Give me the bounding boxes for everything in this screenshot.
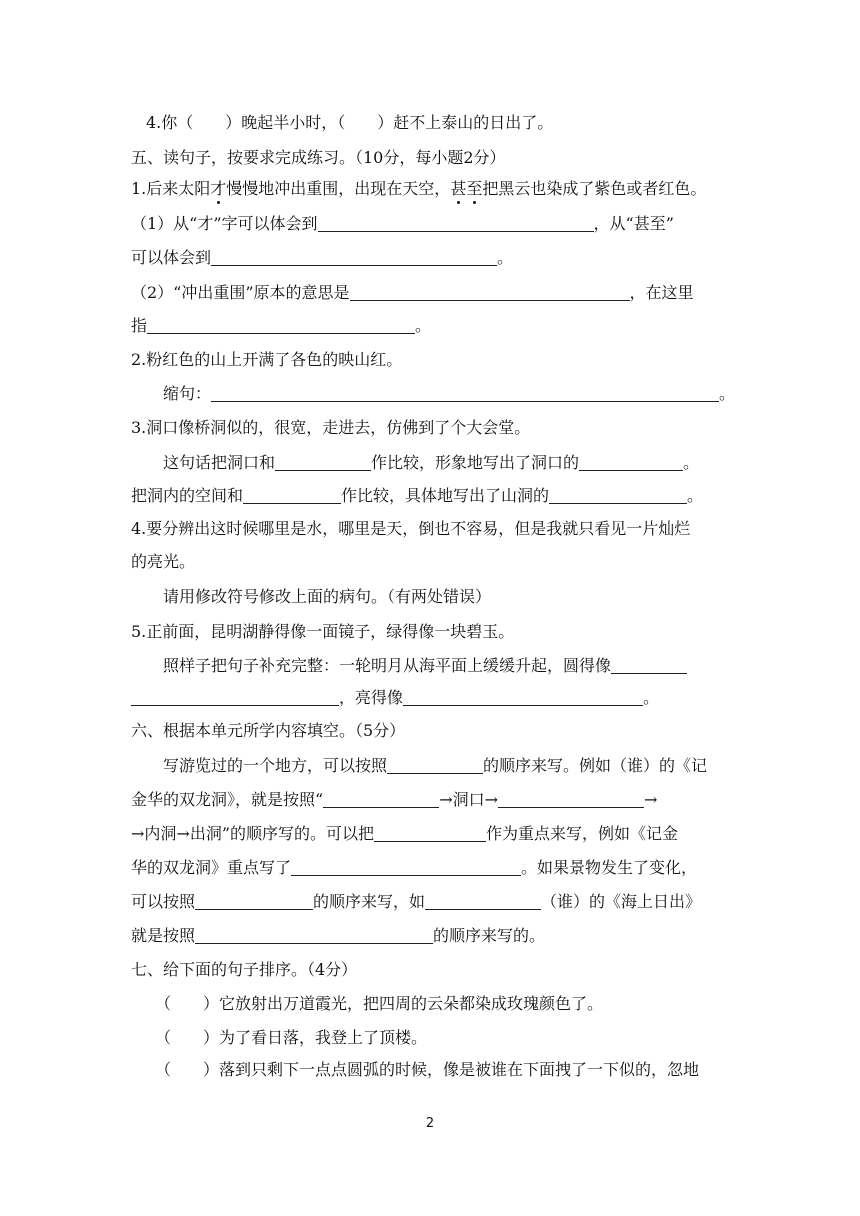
s7-title-text: 七、给下面的句子排序。（4分） bbox=[131, 960, 358, 979]
s5-q1-2-text-a: （2）“冲出重围”原本的意思是 bbox=[131, 283, 350, 302]
s7-item-3[interactable] bbox=[155, 1060, 755, 1080]
s6-text-h: 可以按照 bbox=[131, 892, 196, 911]
answer-blank[interactable] bbox=[611, 657, 687, 674]
s5-q4-sentence bbox=[131, 519, 731, 539]
s5-q3-line2 bbox=[131, 486, 731, 506]
answer-blank[interactable] bbox=[549, 487, 687, 504]
s5-q1-part-c: 把黑云也染成了紫色或者红色。 bbox=[482, 179, 707, 198]
s6-text-d: →内洞→出洞”的顺序写的。可以把 bbox=[131, 824, 374, 843]
s5-q5-line2 bbox=[131, 688, 731, 708]
s6-text-l: 的顺序来写的。 bbox=[433, 926, 546, 945]
section-7-title bbox=[131, 960, 731, 980]
s5-q1-part-b: 慢慢地冲出重围，出现在天空， bbox=[226, 179, 451, 198]
answer-blank[interactable] bbox=[318, 215, 594, 232]
s6-text-c: 金华的双龙洞》，就是按照“ bbox=[131, 790, 324, 809]
s6-text-i: 的顺序来写，如 bbox=[313, 892, 426, 911]
answer-blank[interactable] bbox=[387, 757, 483, 774]
question-4-line bbox=[146, 113, 746, 133]
s5-q5-text-c: 。 bbox=[643, 688, 660, 707]
s5-q2-end: 。 bbox=[719, 384, 736, 403]
s5-q2-label: 缩句： bbox=[163, 384, 212, 403]
s6-text-f: 华的双龙洞》重点写了 bbox=[131, 858, 292, 877]
s5-q5-text-a: 照样子把句子补充完整：一轮明月从海平面上缓缓升起，圆得像 bbox=[163, 656, 612, 675]
s5-q1-1-text-d: 。 bbox=[497, 248, 514, 267]
s6-text-b: 的顺序来写。例如（谁）的《记 bbox=[483, 756, 708, 775]
s6-text-j: （谁）的《海上日出》 bbox=[541, 892, 702, 911]
section-6-title bbox=[131, 721, 731, 741]
s5-q4-sentence-cont bbox=[131, 552, 731, 572]
s5-title-text: 五、读句子，按要求完成练习。（10分，每小题2分） bbox=[131, 148, 506, 167]
s5-q3-text-b: 作比较，形象地写出了洞口的 bbox=[371, 453, 580, 472]
answer-blank[interactable] bbox=[579, 454, 683, 471]
s6-text-k: 就是按照 bbox=[131, 926, 196, 945]
s5-q5-line1 bbox=[163, 656, 763, 676]
s6-arrow-2: → bbox=[644, 790, 658, 809]
s5-q2-answer-line bbox=[163, 384, 763, 404]
s5-q3-text-a: 这句话把洞口和 bbox=[163, 453, 276, 472]
s5-q3-text-e: 作比较，具体地写出了山洞的 bbox=[341, 486, 550, 505]
answer-blank[interactable] bbox=[195, 927, 433, 944]
s5-q2-text: 2.粉红色的山上开满了各色的映山红。 bbox=[131, 350, 403, 369]
answer-blank[interactable] bbox=[323, 791, 439, 808]
s5-q1-1-text-c: 可以体会到 bbox=[131, 248, 212, 267]
s5-q4-requirement bbox=[163, 587, 763, 607]
page-number: 2 bbox=[425, 1116, 435, 1131]
answer-blank[interactable] bbox=[211, 385, 719, 402]
s5-q4-text-cont: 的亮光。 bbox=[131, 552, 196, 571]
emphasis-zhi: 至 bbox=[466, 179, 483, 198]
answer-blank[interactable] bbox=[291, 859, 521, 876]
q4-text: 4.你（ ）晚起半小时，（ ）赶不上泰山的日出了。 bbox=[146, 113, 554, 132]
s6-line1 bbox=[163, 756, 763, 776]
answer-blank[interactable] bbox=[131, 689, 339, 706]
s6-text-g: 。如果景物发生了变化， bbox=[521, 858, 698, 877]
s6-title-text: 六、根据本单元所学内容填空。（5分） bbox=[131, 721, 406, 740]
answer-blank[interactable] bbox=[425, 893, 541, 910]
emphasis-shen: 甚 bbox=[450, 179, 467, 198]
s6-arrow-1: →洞口→ bbox=[439, 790, 499, 809]
answer-blank[interactable] bbox=[403, 689, 643, 706]
s5-q1-1-text-b: ，从“甚至” bbox=[593, 214, 674, 233]
s5-q1-sub1-line2 bbox=[131, 248, 731, 268]
s7-item-2-text: （ ）为了看日落，我登上了顶楼。 bbox=[155, 1028, 428, 1047]
answer-blank[interactable] bbox=[350, 284, 630, 301]
answer-blank[interactable] bbox=[195, 893, 313, 910]
s5-q1-2-text-c: 指 bbox=[131, 316, 148, 335]
answer-blank[interactable] bbox=[275, 454, 371, 471]
answer-blank[interactable] bbox=[498, 791, 644, 808]
s5-q5-text: 5.正前面，昆明湖静得像一面镜子，绿得像一块碧玉。 bbox=[131, 622, 515, 641]
s6-text-a: 写游览过的一个地方，可以按照 bbox=[163, 756, 388, 775]
answer-blank[interactable] bbox=[374, 825, 486, 842]
s5-q4-req-text: 请用修改符号修改上面的病句。（有两处错误） bbox=[163, 587, 492, 606]
s5-q1-sentence bbox=[131, 179, 731, 199]
s5-q1-sub2-line2 bbox=[131, 316, 731, 336]
answer-blank[interactable] bbox=[243, 487, 341, 504]
s7-item-2[interactable] bbox=[155, 1028, 755, 1048]
s6-line3 bbox=[131, 824, 731, 844]
s5-q1-sub2-line1 bbox=[131, 283, 731, 303]
s5-q1-2-text-d: 。 bbox=[415, 316, 432, 335]
s5-q1-part-a: 1.后来太阳 bbox=[131, 179, 211, 198]
s5-q3-text-f: 。 bbox=[687, 486, 704, 505]
answer-blank[interactable] bbox=[147, 317, 415, 334]
s5-q3-sentence bbox=[131, 418, 731, 438]
s5-q2-sentence bbox=[131, 350, 731, 370]
answer-blank[interactable] bbox=[211, 249, 497, 266]
s5-q3-text-d: 把洞内的空间和 bbox=[131, 486, 244, 505]
s6-line4 bbox=[131, 858, 731, 878]
s6-text-e: 作为重点来写，例如《记金 bbox=[486, 824, 679, 843]
s7-item-3-text: （ ）落到只剩下一点点圆弧的时候，像是被谁在下面拽了一下似的，忽地 bbox=[155, 1060, 700, 1079]
section-5-title bbox=[131, 148, 731, 168]
s6-line5 bbox=[131, 892, 731, 912]
s6-line6 bbox=[131, 926, 731, 946]
s5-q1-sub1-line1 bbox=[131, 214, 731, 234]
s5-q5-text-b: ，亮得像 bbox=[339, 688, 404, 707]
s5-q3-text-c: 。 bbox=[683, 453, 700, 472]
s6-line2 bbox=[131, 790, 731, 810]
s5-q3-line1 bbox=[163, 453, 763, 473]
emphasis-cai: 才 bbox=[210, 179, 227, 198]
s5-q5-sentence bbox=[131, 622, 731, 642]
s5-q1-2-text-b: ，在这里 bbox=[629, 283, 694, 302]
s7-item-1-text: （ ）它放射出万道霞光，把四周的云朵都染成玫瑰颜色了。 bbox=[155, 994, 604, 1013]
s5-q4-text: 4.要分辨出这时候哪里是水，哪里是天，倒也不容易，但是我就只看见一片灿烂 bbox=[131, 519, 691, 538]
s5-q3-text: 3.洞口像桥洞似的，很宽，走进去，仿佛到了个大会堂。 bbox=[131, 418, 531, 437]
s5-q1-1-text-a: （1）从“才”字可以体会到 bbox=[131, 214, 318, 233]
s7-item-1[interactable] bbox=[155, 994, 755, 1014]
